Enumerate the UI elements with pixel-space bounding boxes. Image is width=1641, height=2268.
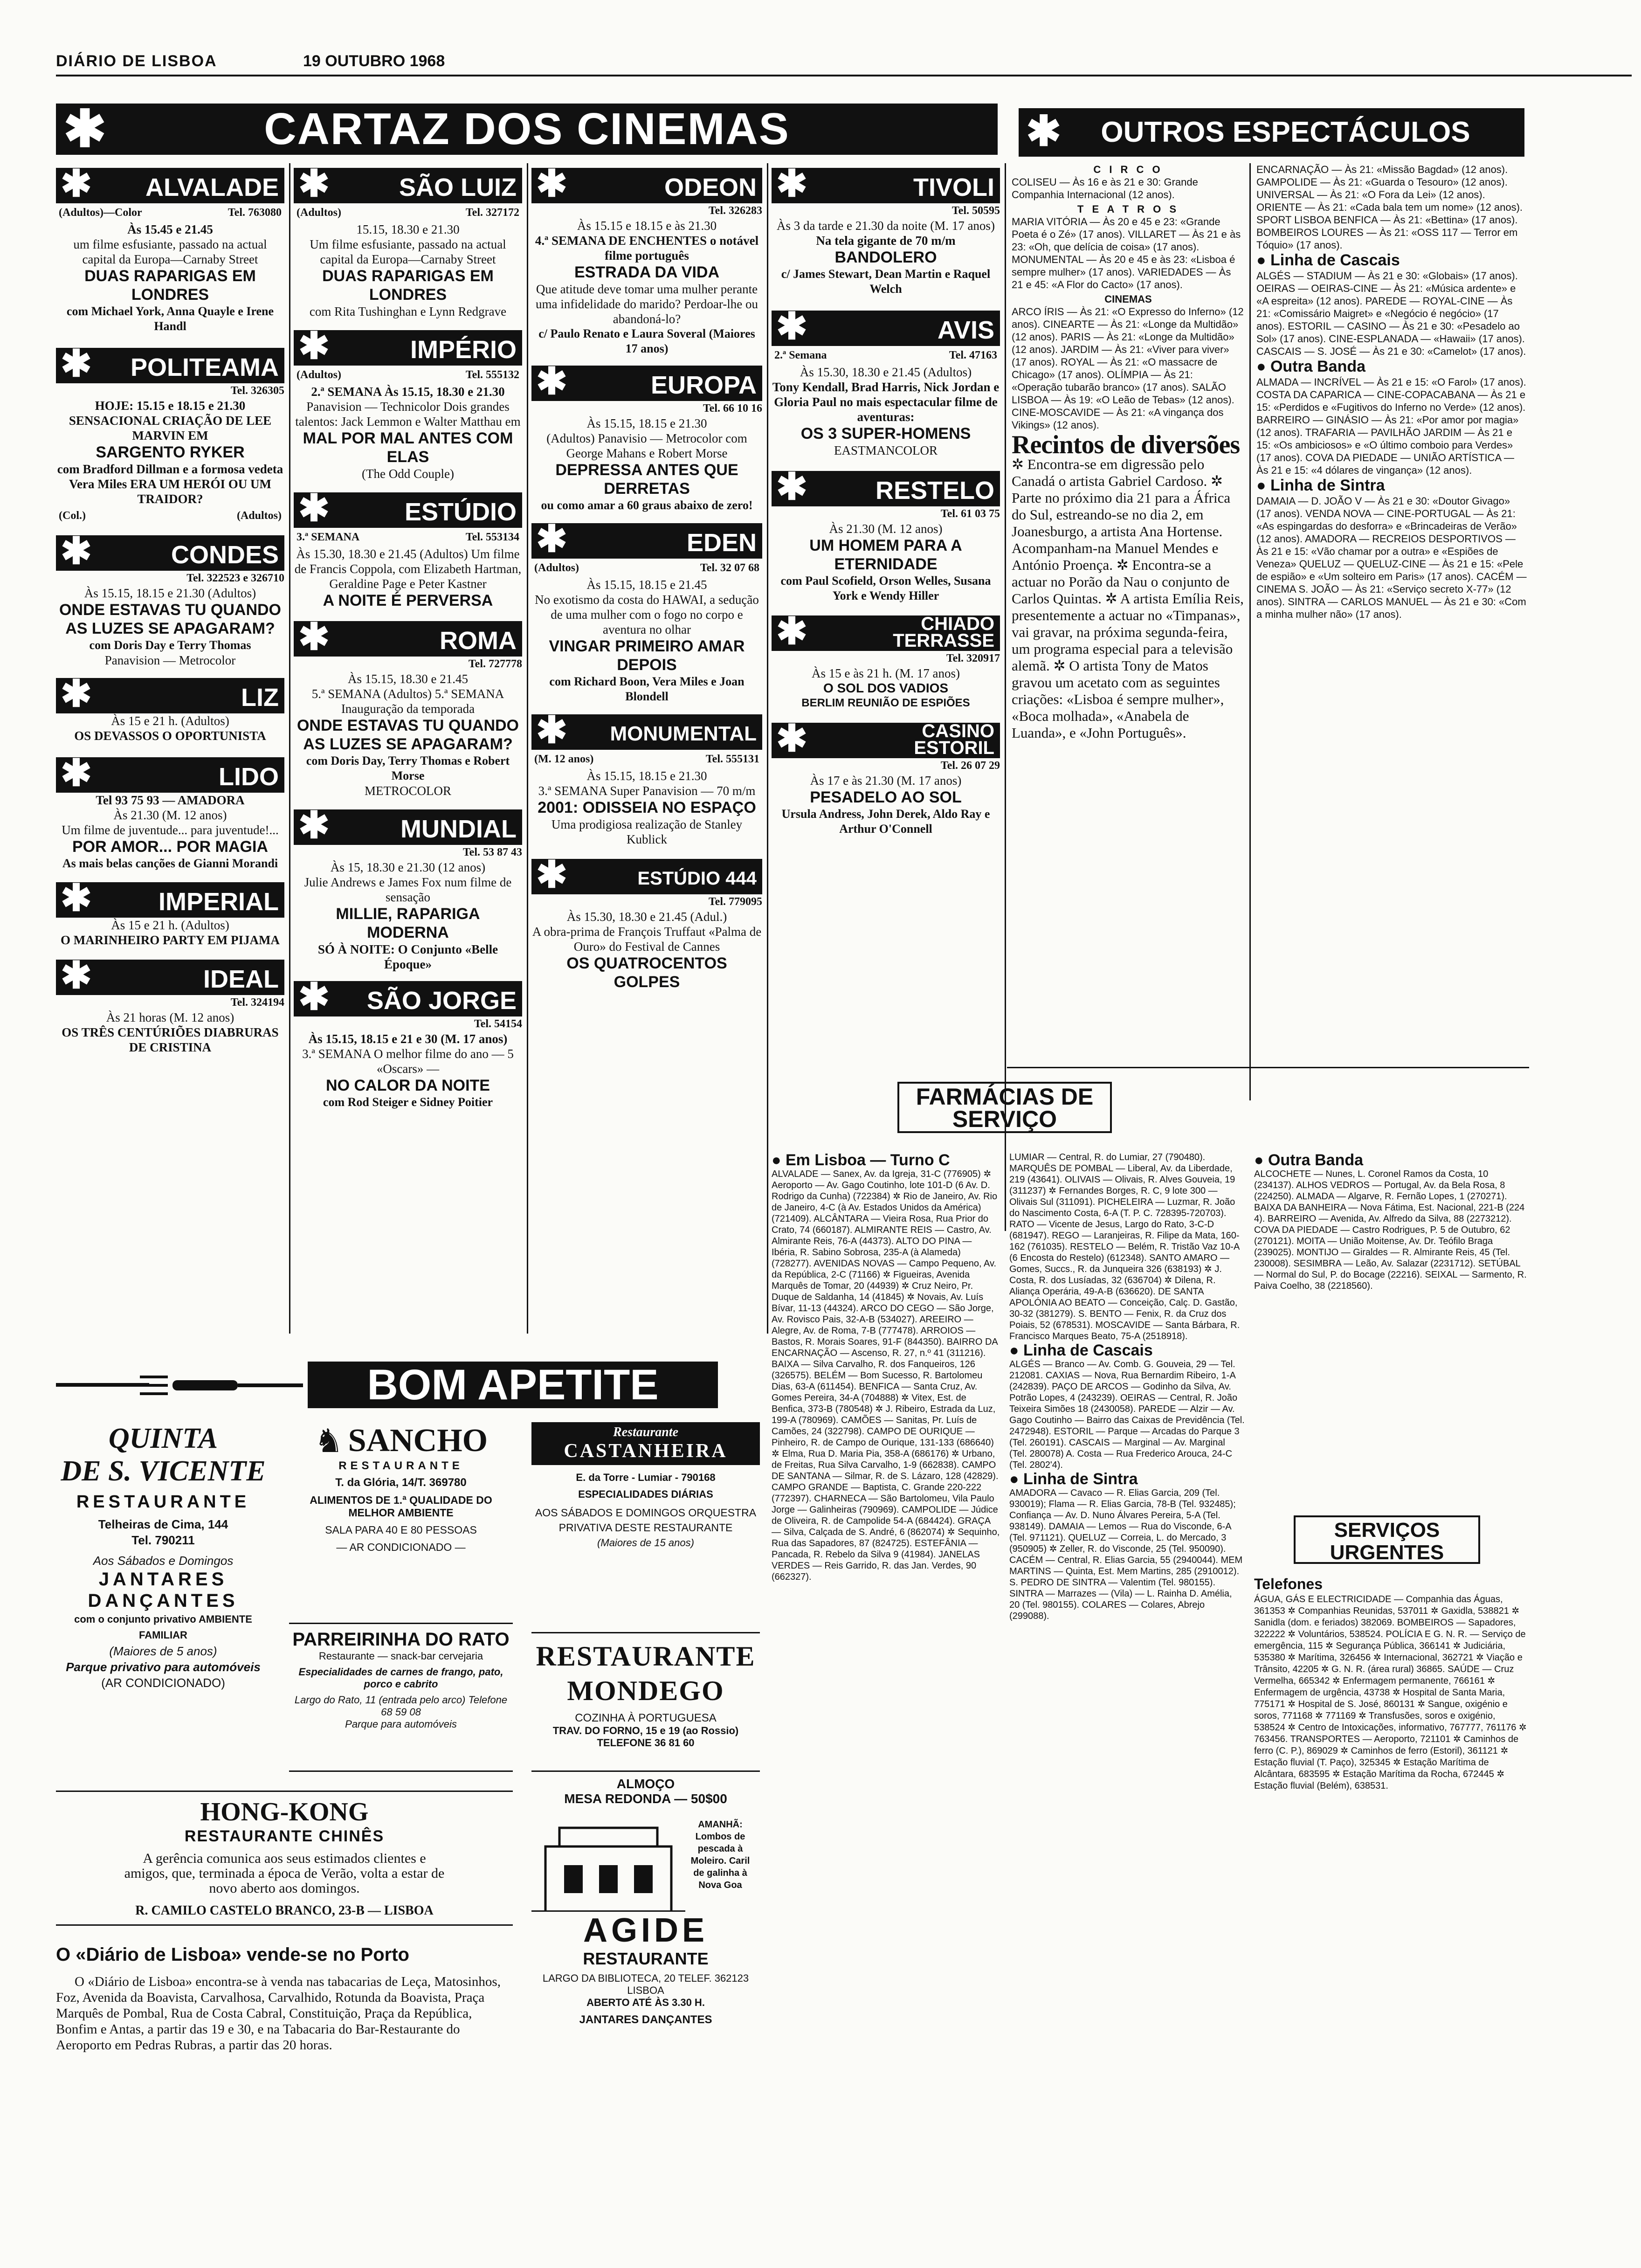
cinema-rating: (Adultos) [296,369,342,381]
cinema-lido [56,752,284,871]
film-blurb: um filme esfusiante, passado na actual capital da Europa—Carnaby Street [73,237,267,266]
ad-parreirinha-do-rato [289,1623,513,1772]
film-blurb: 3.ª SEMANA O melhor filme do ano — 5 «Oscars» — [302,1047,514,1076]
asterisk-icon: ✱ [298,163,330,204]
cinema-europa [531,360,762,513]
film-title: MAL POR MAL ANTES COM ELAS [303,429,513,466]
film-title: O SOL DOS VADIOS [823,681,949,695]
film-title: UM HOMEM PARA A ETERNIDADE [809,537,962,573]
ad-line: Largo do Rato, 11 (entrada pelo arco) Telefone 68 59 08 [294,1694,508,1718]
session-times: Às 15.15, 18.15 e 21.45 [586,578,707,592]
bom-apetite-band [56,1362,765,1408]
cinema-name: IMPÉRIO [410,336,517,364]
cinema-column-2 [294,163,522,1110]
film-extra: SÓ À NOITE: O Conjunto «Belle Époque» [317,942,498,971]
ad-address: E. da Torre - Lumiar - 790168 [576,1472,716,1483]
cinemas-banner-title: CARTAZ DOS CINEMAS [264,104,790,154]
cinema-phone: Tel. 47163 [949,349,997,361]
phone-list: ÁGUA, GÁS E ELECTRICIDADE — Companhia das Águas, 361353 ✲ Companhias Reunidas, 537011 ✲ Gaxidla, 538821 ✲ Sanidla (dom. e feriados) 382069. BOMBEIROS — Sapadores, 322222 ✲ Voluntários, 538524. POLÍCIA E G. N. R. — Serviço de emergência, 115 ✲ Segurança Pública, 366141 ✲ Judiciária, 535380 ✲ Marítima, 326456 ✲ Internacional, 362721 ✲ Viação e Trânsito, 42205 ✲ G. N. R. (área rural) 36865. SAÚDE — Cruz Vermelha, 665342 ✲ Enfermagem permanente, 766161 ✲ Enfermagem de urgência, 43738 ✲ Hospital de Santa Maria, 775171 ✲ Hospital de S. José, 860131 ✲ Sangue, oxigénio e soros, 771168 ✲ 771169 ✲ Transfusões, soros e oxigénio, 538524 ✲ Centro de Intoxicações, informativo, 767777, 761176 ✲ 763456. TRANSPORTES — Aeroporto, 721101 ✲ Caminhos de ferro (C. P.), 869029 ✲ Caminhos de ferro (Estoril), 361121 ✲ Estação fluvial (T. Paço), 325345 ✲ Estação Marítima de Alcântara, 683595 ✲ Estação Marítima da Rocha, 672445 ✲ Estação fluvial (Belém), 638531. [1254,1594,1527,1791]
film-cast: (The Odd Couple) [362,467,454,481]
asterisk-icon: ✱ [298,976,330,1017]
session-times: HOJE: 15.15 e 18.15 e 21.30 SENSACIONAL CRIAÇÃO DE LEE MARVIN EM [69,399,272,443]
pharmacies-col2 [1009,1152,1245,1622]
section-heading: ● Em Lisboa — Turno C [772,1155,1000,1166]
cinema-phone: Tel. 326283 [708,205,762,217]
film-title: 2001: ODISSEIA NO ESPAÇO [538,799,756,816]
ad-title: HONG-KONG [200,1798,369,1826]
section-heading: ● Linha de Cascais [1009,1345,1245,1356]
film-cast: As mais belas canções de Gianni Morandi [62,857,278,870]
cinema-column-4 [772,163,1000,837]
cinema-alvalade [56,163,284,334]
film-title: BANDOLERO [834,249,937,266]
cinema-phone: Tel. 66 10 16 [703,402,762,415]
cinema-phone: Tel. 326305 [230,385,284,397]
cinema-phone: Tel. 555132 [465,369,519,381]
ad-phone: Tel. 790211 [131,1533,195,1547]
cinema-ideal [56,954,284,1055]
cinema-sao-jorge [294,976,522,1110]
session-times: Às 15.15, 18.15 e 21.30 [586,769,707,783]
outros-banner [1019,108,1524,157]
ad-subtitle: Restaurante [613,1425,679,1439]
ad-agide [531,1819,760,2098]
cinema-condes [56,530,284,668]
pharmacy-list: ALVALADE — Sanex, Av. da Igreja, 31-C (776905) ✲ Aeroporto — Av. Gago Coutinho, lote 101-D (6 Av. D. Rodrigo da Cunha) (722384) ✲ Rio de Janeiro, Av. Rio de Janeiro, 4-C (à Av. Estados Unidos da América) (721409). ALCÂNTARA — Vieira Rosa, Rua Prior do Crato, 74 (660187). ALMIRANTE REIS — Castro, Av. Almirante Reis, 76-A (44373). ALTO DO PINA — Ibéria, R. Sabino Sobrosa, 235-A (à Alameda) (728277). AVENIDAS NOVAS — Campo Pequeno, Av. da República, 2-C (71166) ✲ Figueiras, Avenida Marquês de Tomar, 20 (44939) ✲ Cruz Neiro, Pr. Duque de Saldanha, 14 (41845) ✲ Novais, Av. Luís Bívar, 11-13 (44324). ARCO DO CEGO — São Jorge, Av. Rovisco Pais, 32-A-B (534027). AREEIRO — Alegre, Av. de Roma, 7-B (777478). ARROIOS — Bastos, R. Morais Soares, 91-F (844350). BAIRRO DA ENCARNAÇÃO — Ascenso, R. 27, n.º 41 (311216). BAIXA — Silva Carvalho, R. dos Fanqueiros, 126 (326575). BELÉM — Bom Sucesso, R. Bartolomeu Dias, 63-A (611454). BENFICA — Santa Cruz, Av. Gomes Pereira, 34-A (704888) ✲ Vitex, Est. de Benfica, 373-B (780548) ✲ J. Ribeiro, Estrada da Luz, 199-A (780969). CAMÕES — Sanitas, Pr. Luís de Camões, 24 (322798). CAMPO DE OURIQUE — Pinheiro, R. de Campo de Ourique, 131-133 (686640) ✲ Elma, Rua D. Maria Pia, 358-A (686176) ✲ Urbano, de Freitas, Rua Silva Carvalho, 1-9 (662838). CAMPO DE SANTANA — Silmar, R. de S. Lázaro, 128 (42829). CAMPO GRANDE — Baptista, C. Grande 220-222 (772397). CHARNECA — São Bartolomeu, Vila Paulo Jorge — Galinheiras (790969). CAMPOLIDE — Júdice de Oliveira, R. de Campolide 54-A (684424). GRAÇA — Silva, Calçada de S. André, 6 (862074) ✲ Sequinho, Rua das Sapadores, 87 (824725). ESTEFÂNIA — Pancada, R. Rebelo da Silva 9 (41984). JANELAS VERDES — Reis Garrido, R. das Jan. Verdes, 90 (662327). [772,1169,1000,1582]
asterisk-icon: ✱ [776,610,808,652]
ad-address: R. CAMILO CASTELO BRANCO, 23-B — LISBOA [135,1903,434,1918]
cinema-restelo [772,466,1000,603]
cinema-name: RESTELO [875,477,994,505]
section-label: C I R C O [1093,164,1163,175]
listing-text: DAMAIA — D. JOÃO V — Às 21 e 30: «Doutor Givago» (17 anos). VENDA NOVA — CINE-PORTUGAL — Às 21: «As espingardas do desforra» e «Brincadeiras de Verão» (12 anos). AMADORA — RECREIOS DESPORTIVOS — Às 21 e 15: «Vão chamar por a outra» e «Espiões de Veneza» QUELUZ — QUELUZ-CINE — Às 21 e 15: «Pele de espião» e «Um solteiro em Paris» (17 anos). CACÉM — CINEMA S. JOÃO — Às 21: «Serviço secreto X-77» (12 anos). SINTRA — CARLOS MANUEL — Às 21 e 30: «Com a minha mulher não» (17 anos). [1256,495,1527,620]
film-blurb: Um filme de juventude... para juventude!... [62,823,279,837]
cinema-phone: Tel. 32 07 68 [700,562,759,574]
asterisk-icon: ✱ [536,518,568,560]
asterisk-icon: ✱ [63,100,107,158]
ad-subtitle: RESTAURANTE CHINÊS [184,1827,385,1845]
porto-notice [56,1944,513,2053]
film-format: (Col.) [59,510,86,522]
listing-text: ARCO ÍRIS — Às 21: «O Expresso do Inferno» (12 anos). CINEARTE — Às 21: «Longe da Multidão» (12 anos). PARIS — Às 21: «Longe da Multidão» (12 anos). JARDIM — Às 21: «Viver para viver» (17 anos). ROYAL — Às 21: «O massacre de Chicago» (17 anos). OLÍMPIA — Às 21: «Operação tubarão branco» (17 anos). SALÃO LISBOA — Às 19: «O Leão de Tebas» (12 anos). CINE-MOSCAVIDE — Às 21: «A vingança dos Vikings» (12 anos). [1012,306,1244,431]
ad-title-2: DE S. VICENTE [61,1455,266,1487]
notice-text: O «Diário de Lisboa» encontra-se à venda nas tabacarias de Leça, Matosinhos, Foz, Avenida da Boavista, Carvalhosa, Carvalhido, Rotunda da Boavista, Praça Marquês de Pombal, Rua de Costa Cabral, Constituição, Praça da República, Bonfim e Antas, a partir das 19 e 30, e na Tabacaria do Bar-Restaurante do Aeroporto em Pedras Rubras, a partir das 20 horas. [56,1974,501,2053]
film-blurb: A obra-prima de François Truffaut «Palma de Ouro» do Festival de Cannes [532,925,762,954]
cinema-name: MONUMENTAL [610,722,757,745]
film-cast: com Rod Steiger e Sidney Poitier [323,1095,493,1109]
film-title: ONDE ESTAVAS TU QUANDO AS LUZES SE APAGARAM? [296,717,519,753]
film-title: NO CALOR DA NOITE [326,1077,490,1094]
session-times: Às 15 e 21 h. (Adultos) [111,918,229,932]
cinema-tivoli [772,163,1000,297]
ad-line: (Maiores de 15 anos) [597,1537,694,1549]
film-blurb: 4.ª SEMANA DE ENCHENTES o notável filme português [535,234,759,263]
asterisk-icon: ✱ [61,877,92,919]
film-cast: com Richard Boon, Vera Miles e Joan Blondell [549,675,745,703]
cinema-phone: Tel. 555131 [705,753,759,765]
film-cast: com Doris Day, Terry Thomas e Robert Morse [306,754,510,782]
cinema-name: MUNDIAL [400,815,517,843]
listing-text: ALMADA — INCRÍVEL — Às 21 e 15: «O Farol» (17 anos). COSTA DA CAPARICA — CINE-COPACABANA — Às 21 e 15: «Perdidos e «Fugitivos do Inferno no Verde» (12 anos). BARREIRO — GINÁSIO — Às 21: «Por amor por magia» (12 anos). TRAFARIA — PAVILHÃO JARDIM — Às 21 e 15: «Os ambiciosos» e «O último comboio para Verdes» (17 anos). COVA DA PIEDADE — UNIÃO ARTÍSTICA — Às 21 e 15: «4 dólares de vingança» (12 anos). [1256,376,1526,476]
section-label: T E A T R O S [1077,203,1179,215]
cinema-phone: Tel. 26 07 29 [940,760,1000,772]
film-blurb: 3.ª SEMANA Super Panavision — 70 m/m [538,784,756,798]
column-rule [1005,163,1006,1231]
ad-address: TRAV. DO FORNO, 15 e 19 (ao Rossio) [552,1725,739,1736]
cinemas-banner [56,100,998,158]
cinema-name: SÃO JORGE [366,987,517,1015]
cinema-name: CONDES [171,541,279,569]
asterisk-icon: ✱ [61,163,92,204]
film-blurb: com Bradford Dillman e a formosa vedeta Vera Miles ERA UM HERÓI OU UM TRAIDOR? [57,462,283,506]
ad-title: AGIDE [583,1912,709,1949]
section-heading: Telefones [1254,1576,1323,1592]
cinema-estudio-444 [531,854,762,991]
asterisk-icon: ✱ [298,487,330,529]
cinema-phone: Tel. 54154 [474,1018,522,1030]
cinema-name: ODEON [664,173,757,201]
outros-espectaculos-left [1012,163,1245,741]
film-title: OS TRÊS CENTÚRIÕES DIABRURAS DE CRISTINA [62,1025,279,1054]
session-times: Às 3 da tarde e 21.30 da noite (M. 17 anos) [777,219,995,233]
film-title: OS DEVASSOS O OPORTUNISTA [74,729,266,743]
film-format: EASTMANCOLOR [834,443,938,457]
column-rule [1249,163,1251,1100]
film-cast: com Doris Day e Terry Thomas [89,638,251,652]
cinema-phone: Tel. 50595 [952,205,1000,217]
film-cast: Uma prodigiosa realização de Stanley Kublick [551,817,743,846]
ad-line: MESA REDONDA — 50$00 [564,1791,727,1806]
cinema-phone: Tel. 553134 [465,531,519,543]
cinema-name: LIZ [241,684,279,712]
ad-line: — AR CONDICIONADO — [336,1541,466,1553]
session-times: Às 17 e às 21.30 (M. 17 anos) [810,774,962,788]
ad-castanheira [531,1422,760,1627]
asterisk-icon: ✱ [298,804,330,846]
asterisk-icon: ✱ [61,343,92,384]
cinema-phone: Tel. 763080 [228,207,282,219]
pharmacy-list: AMADORA — Cavaco — R. Elias Garcia, 209 (Tel. 930019); Flama — R. Elias Garcia, 78-B (Tel. 932485); Confiança — Av. D. Nuno Álvares Pereira, 5-A (Tel. 938149). DAMAIA — Lemos — Rua do Visconde, 6-A (Tel. 971121). QUELUZ — Correia, L. do Mercado, 3 (950905) ✲ Zeller, R. do Visconde, 25 (Tel. 950090). CACÉM — Central, R. Elias Garcia, 55 (2940044). MEM MARTINS — Quinta, Est. Mem Martins, 285 (2910012). S. PEDRO DE SINTRA — Valentim (Tel. 980155). SINTRA — Marrazes — (Vila) — L. Rainha D. Amélia, 20 (Tel. 980155). COLARES — Colares, Abrejo (299088). [1009,1488,1243,1621]
ad-title: CASTANHEIRA [564,1440,728,1462]
ad-text: A gerência comunica aos seus estimados clientes e amigos, que, terminada a época de Verão, volta a estar de novo aberto aos domingos. [124,1851,445,1896]
ad-line: ALMOÇO [616,1777,675,1791]
film-format: METROCOLOR [364,784,451,798]
cinema-name: ESTÚDIO [404,498,517,526]
ad-line: Restaurante — snack-bar cervejaria [318,1650,483,1662]
cinema-name: AVIS [937,316,994,344]
newspaper-name: DIÁRIO DE LISBOA [56,52,217,70]
cinema-phone: Tel. 322523 e 326710 [186,572,284,584]
session-times: Às 15.15, 18.15 e 21 e 30 (M. 17 anos) [308,1032,508,1046]
asterisk-icon: ✱ [298,616,330,657]
pharmacy-list: ALCOCHETE — Nunes, L. Coronel Ramos da Costa, 10 (234137). ALHOS VEDROS — Portugal, Av. da Bela Rosa, 8 (224250). ALMADA — Algarve, R. Fernão Lopes, 1 (270271). BAIXA DA BANHEIRA — Nova Fátima, Est. Nacional, 221-B (224 4). BARREIRO — Avenida, Av. Alfredo da Silva, 88 (2273212). COVA DA PIEDADE — Castro Rodrigues, P. 5 de Outubro, 62 (270121). MOITA — União Moitense, Av. Dr. Teófilo Braga (239025). MONTIJO — Giraldes — R. Almirante Reis, 45 (Tel. 230008). SESIMBRA — Leão, Av. Salazar (2231712). SETÚBAL — Normal do Sul, P. do Bocage (22216). SEIXAL — Sarmento, R. Paiva Coelho, 38 (2218560). [1254,1169,1527,1291]
listing-text: ALGÉS — STADIUM — Às 21 e 30: «Globais» (17 anos). OEIRAS — OEIRAS-CINE — Às 21: «Música ardente» e «A espreita» (12 anos). PAREDE — ROYAL-CINE — Às 21: «Comissário Maigret» e «Negócio é negócio» (17 anos). ESTORIL — CASINO — Às 21 e 30: «Pesadelo ao Sol» (17 anos). CINE-ESPLANADA — «Hawaii» (17 anos). CASCAIS — S. JOSÉ — Às 21 e 30: «Camelot» (17 anos). [1256,270,1526,357]
section-heading: ● Linha de Sintra [1256,479,1527,492]
listing-text: MARIA VITÓRIA — Às 20 e 45 e 23: «Grande Poeta é o Zé» (17 anos). VILLARET — Às 21 e às 23: «Oh, que delícia de coisa» (17 anos). MONUMENTAL — Às 20 e 45 e às 23: «Lisboa é sempre mulher» (17 anos). VARIEDADES — Às 21 e 45: «A Flor do Cacto» (17 anos). [1012,216,1241,290]
cinema-rating: (Adultos)—Color [59,207,142,219]
listing-text: ENCARNAÇÃO — Às 21: «Missão Bagdad» (12 anos). GAMPOLIDE — Às 21: «Guarda o Tesouro» (12 anos). UNIVERSAL — Às 21: «O Fora da Lei» (12 anos). ORIENTE — Às 21: «Cada bala tem um nome» (12 anos). SPORT LISBOA BENFICA — Às 21: «Bettina» (17 anos). BOMBEIROS LOURES — Às 21: «OSS 117 — Terror em Tóquio» (17 anos). [1256,164,1523,251]
asterisk-icon: ✱ [536,854,568,895]
ad-subtitle: RESTAURANTE [583,1949,709,1968]
cinema-phone: Tel 93 75 93 — AMADORA [96,793,245,807]
film-blurb: 5.ª SEMANA (Adultos) 5.ª SEMANA Inauguração da temporada [311,687,504,716]
ad-days: Aos Sábados e Domingos [93,1554,234,1568]
session-times: Às 15 e 21 h. (Adultos) [111,714,229,728]
ad-quinta-s-vicente [56,1422,270,1786]
ad-line: ESPECIALIDADES DIÁRIAS [578,1488,713,1500]
asterisk-icon: ✱ [776,163,808,204]
film-cast: c/ James Stewart, Dean Martin e Raquel Welch [781,267,991,296]
ad-title: RESTAURANTE MONDEGO [536,1641,756,1706]
section-heading: ● Linha de Sintra [1009,1473,1245,1485]
ad-subtitle: RESTAURANTE [338,1459,463,1472]
cinema-phone: Tel. 61 03 75 [940,508,1000,520]
film-blurb: Às 15.30, 18.30 e 21.45 (Adultos) Um filme de Francis Coppola, com Elizabeth Hartman, Geraldine Page e Peter Kastner [294,547,522,591]
cinema-liz [56,673,284,743]
cinema-rating: (Adultos) [296,207,342,219]
cinema-name: IDEAL [203,965,279,993]
cinema-rating: 3.ª SEMANA [296,531,360,543]
cinema-imperial [56,877,284,947]
session-times: Às 21.30 (M. 12 anos) [829,522,943,536]
cinema-name: ROMA [440,627,517,655]
session-times: Às 15 e às 21 h. (M. 17 anos) [812,666,960,680]
asterisk-icon: ✱ [776,718,808,759]
cinema-week: 2.ª Semana [774,349,827,361]
ad-address: Telheiras de Cima, 144 [98,1517,228,1531]
asterisk-icon: ✱ [776,305,808,347]
ad-logo [531,1422,760,1465]
ad-address: LARGO DA BIBLIOTECA, 20 TELEF. 362123 LISBOA [542,1972,749,1996]
servicos-urgentes [1254,1578,1527,1792]
cinema-mundial [294,804,522,972]
ad-title: SANCHO [348,1423,488,1459]
building-illustration-icon [531,1819,685,1912]
asterisk-icon: ✱ [298,325,330,366]
cinema-monumental [531,709,762,847]
ad-line: AOS SÁBADOS E DOMINGOS ORQUESTRA PRIVATIVA DESTE RESTAURANTE [535,1507,757,1534]
cinema-name: EDEN [686,529,757,557]
film-title: DUAS RAPARIGAS EM LONDRES [84,267,256,304]
cinema-politeama [56,343,284,523]
cinema-column-1 [56,163,284,1055]
cinema-phone: Tel. 727778 [468,658,522,670]
film-cast: com Michael York, Anna Quayle e Irene Handl [66,304,274,333]
ad-feature: JANTARES DANÇANTES [88,1569,239,1611]
listing-text: COLISEU — Às 16 e às 21 e 30: Grande Companhia Internacional (12 anos). [1012,176,1198,201]
ad-parking: Parque privativo para automóveis [66,1660,261,1674]
session-times: 2.ª SEMANA Às 15.15, 18.30 e 21.30 [311,385,505,399]
ad-sancho [289,1422,513,1618]
asterisk-icon: ✱ [1026,108,1062,155]
section-heading: ● Outra Banda [1256,360,1527,373]
film-title: VINGAR PRIMEIRO AMAR DEPOIS [549,637,745,674]
section-heading: ● Outra Banda [1254,1155,1527,1166]
ad-hours: ABERTO ATÉ ÀS 3.30 H. [586,1997,705,2008]
ad-restaurante-mondego [531,1632,760,1772]
cinema-name: IMPERIAL [158,888,279,916]
cinema-name: EUROPA [650,371,757,399]
cinema-phone: Tel. 53 87 43 [462,846,522,858]
asterisk-icon: ✱ [536,360,568,402]
farmacias-title: FARMÁCIAS DE SERVIÇO [897,1082,1112,1133]
film-blurb: No exotismo da costa do HAWAI, a sedução de uma mulher com o fogo no corpo e aventura no olhar [535,593,759,636]
film-cast: c/ Paulo Renato e Laura Soveral (Maiores 17 anos) [538,327,755,355]
cinema-avis [772,305,1000,458]
cinema-casino-estoril [772,718,1000,837]
cinema-rating: (Adultos) [534,562,579,574]
ad-almoco [531,1777,760,1814]
notice-title: O «Diário de Lisboa» vende-se no Porto [56,1944,409,1965]
knight-logo-icon: ♞ [314,1423,344,1459]
ad-menu: AMANHÃ: Lombos de pescada à Moleiro. Caril de galinha à Nova Goa [690,1819,750,1890]
ad-phone: TELEFONE 36 81 60 [597,1737,695,1749]
pharmacies-outra-banda [1254,1152,1527,1292]
film-blurb: Na tela gigante de 70 m/m [816,234,956,248]
session-times: Às 15.15, 18.15 e 21.30 (Adultos) [84,586,256,600]
ad-aircon: (AR CONDICIONADO) [101,1676,225,1690]
film-blurb: Tony Kendall, Brad Harris, Nick Jordan e Gloria Paul no mais espectacular filme de aventuras: [772,380,1000,424]
session-times: Às 15.15, 18.15 e 21.30 [586,416,707,430]
cinema-name: ALVALADE [145,173,279,201]
ad-subtitle: RESTAURANTE [76,1492,250,1512]
film-title: PESADELO AO SOL [810,788,962,806]
section-heading: ● Linha de Cascais [1256,254,1527,267]
ad-age: (Maiores de 5 anos) [109,1644,217,1658]
header-rule [56,75,1632,76]
asterisk-icon: ✱ [61,752,92,794]
cinema-sao-luiz [294,163,522,319]
film-blurb: (Adultos) Panavisio — Metrocolor com George Mahans e Robert Morse [546,431,747,460]
cinema-odeon [531,163,762,356]
ad-line: SALA PARA 40 E 80 PESSOAS [325,1524,477,1536]
film-cast: ou como amar a 60 graus abaixo de zero! [541,498,753,512]
film-format: Panavision — Metrocolor [104,653,236,667]
cinema-name: ESTÚDIO 444 [637,868,757,889]
asterisk-icon: ✱ [61,954,92,996]
cinema-phone: Tel. 324194 [230,996,284,1009]
servicos-urgentes-title: SERVIÇOS URGENTES [1294,1515,1480,1564]
ad-feature: JANTARES DANÇANTES [579,2013,712,2026]
ad-title: QUINTA [108,1423,218,1454]
film-title: POR AMOR... POR MAGIA [72,838,268,856]
film-title: MILLIE, RAPARIGA MODERNA [336,905,480,941]
section-rule [1007,1067,1529,1068]
film-text: Que atitude deve tomar uma mulher perante uma infidelidade do marido? Perdoar-lhe ou abandoná-lo? [535,282,758,326]
film-title: ESTRADA DA VIDA [574,263,720,281]
asterisk-icon: ✱ [61,530,92,572]
cinema-roma [294,616,522,798]
cinema-name: CHIADO TERRASSE [893,614,994,651]
cinema-phone: Tel. 779095 [708,896,762,908]
ad-line: Parque para automóveis [345,1718,457,1730]
asterisk-icon: ✱ [776,466,808,507]
cinema-name: POLITEAMA [131,353,279,381]
asterisk-icon: ✱ [536,163,568,204]
pharmacy-list: LUMIAR — Central, R. do Lumiar, 27 (790480). MARQUÊS DE POMBAL — Liberal, Av. da Liberdade, 219 (43641). OLIVAIS — Olivais, R. Alves Gouveia, 19 (311237) ✲ Fernandes Borges, R. C, 9 lote 300 — Olivais Sul (311091). PICHELEIRA — Luzmar, R. João do Nascimento Costa, 6-A (T. P. C. 728395-720703). RATO — Vicente de Jesus, Largo do Rato, 3-C-D (681947). REGO — Laranjeiras, R. Filipe da Mata, 160-162 (761035). RESTELO — Belém, R. Tristão Vaz 10-A (6 Encosta do Restelo) (612348). SANTO AMARO — Gomes, Succs., R. da Junqueira 326 (638193) ✲ J. Costa, R. dos Lusíadas, 32 (636704) ✲ Dilena, R. Aliança Operária, 49-A-B (636620). DE SANTA APOLÓNIA AO BEATO — Conceição, Calç. D. Gastão, 30-32 (381279). S. BENTO — Fenix, R. da Cruz dos Poiais, 52 (678531). MOSCAVIDE — Santa Bárbara, R. Francisco Marques Beato, 75-A (2518918). [1009,1152,1240,1341]
cinema-estudio [294,487,522,610]
cinema-name: TIVOLI [913,173,994,201]
ad-hong-kong [56,1791,513,1926]
cinema-eden [531,518,762,704]
cutlery-icon [56,1362,308,1408]
section-label: CINEMAS [1104,293,1152,305]
film-title-2: BERLIM REUNIÃO DE ESPIÕES [801,697,970,709]
session-times: Às 21.30 (M. 12 anos) [113,808,227,822]
issue-date: 19 OUTUBRO 1968 [303,52,445,70]
film-title: DEPRESSA ANTES QUE DERRETAS [555,461,738,498]
film-title: OS QUATROCENTOS GOLPES [566,954,727,991]
column-rule [767,163,768,1334]
cinema-rating: (Adultos) [236,510,282,522]
cinema-imperio [294,325,522,481]
film-title: ONDE ESTAVAS TU QUANDO AS LUZES SE APAGARAM? [59,601,282,637]
pharmacies-lisboa [772,1152,1000,1583]
film-title: SARGENTO RYKER [96,443,245,461]
column-rule [527,163,528,1334]
film-blurb: Julie Andrews e James Fox num filme de sensação [304,875,512,904]
column-rule [289,163,290,1334]
session-times: Às 15, 18.30 e 21.30 (12 anos) [330,860,486,874]
session-times: Às 15.30, 18.30 e 21.45 (Adul.) [566,910,727,924]
cinema-rating: (M. 12 anos) [534,753,594,765]
cinema-chiado-terrasse [772,610,1000,711]
cinema-name: LIDO [219,763,279,791]
film-blurb: Um filme esfusiante, passado na actual capital da Europa—Carnaby Street [310,237,506,266]
film-cast: Ursula Andress, John Derek, Aldo Ray e Arthur O'Connell [781,807,990,836]
ad-address: T. da Glória, 14/T. 369780 [335,1476,467,1489]
ad-feature-2: com o conjunto privativo AMBIENTE FAMILIAR [74,1613,252,1641]
cinema-column-3 [531,163,762,991]
film-title: OS 3 SUPER-HOMENS [800,425,971,443]
cinema-name: CASINO ESTORIL [914,721,994,758]
cinema-name: SÃO LUIZ [399,173,517,201]
session-times: Às 15.15 e 18.15 e às 21.30 [577,219,717,233]
session-times: Às 15.45 e 21.45 [127,222,213,236]
recintos-text: ✲ Encontra-se em digressão pelo Canadá o artista Gabriel Cardoso. ✲ Parte no próximo dia 21 para a África do Sul, estreando-se no dia 2, em Joanesburgo, a artista Ana Hortense. Acompanham-na Manuel Mendes e António Proença. ✲ Encontra-se a actuar no Porão da Nau o conjunto de Carlos Quintas. ✲ A artista Emília Reis, presentemente a actuar no «Timpanas», vai gravar, na próxima segunda-feira, um programa especial para a televisão alemã. ✲ O artista Tony de Matos gravou um acetato com as seguintes criações: «Lisboa é sempre mulher», «Boca molhada», «Anabela de Luanda», e «John Português». [1012,456,1244,741]
film-cast: com Paul Scofield, Orson Welles, Susana York e Wendy Hiller [780,574,991,602]
session-times: Às 21 horas (M. 12 anos) [106,1010,234,1024]
ad-line: Especialidades de carnes de frango, pato, porco e cabrito [298,1666,503,1690]
film-title: DUAS RAPARIGAS EM LONDRES [322,267,494,304]
film-cast: com Rita Tushinghan e Lynn Redgrave [309,304,507,318]
film-title: A NOITE É PERVERSA [323,592,493,609]
recintos-title: Recintos de diversões [1012,430,1240,459]
ad-line: COZINHA À PORTUGUESA [575,1712,717,1724]
session-times: 15.15, 18.30 e 21.30 [356,222,460,236]
cinema-phone: Tel. 320917 [946,652,1000,664]
session-times: Às 15.15, 18.30 e 21.45 [348,672,468,686]
session-times: Às 15.30, 18.30 e 21.45 (Adultos) [800,365,972,379]
ad-title: PARREIRINHA DO RATO [292,1629,510,1650]
asterisk-icon: ✱ [61,673,92,714]
outros-espectaculos-right [1256,163,1527,621]
cinema-phone: Tel. 327172 [465,207,519,219]
film-blurb: Panavision — Technicolor Dois grandes talentos: Jack Lemmon e Walter Matthau em [295,400,521,429]
bom-apetite-title: BOM APETITE [308,1362,718,1408]
asterisk-icon: ✱ [536,709,568,751]
ad-line: ALIMENTOS DE 1.ª QUALIDADE DO MELHOR AMBIENTE [310,1494,492,1519]
film-title: O MARINHEIRO PARTY EM PIJAMA [60,933,280,947]
outros-banner-title: OUTROS ESPECTÁCULOS [1101,116,1470,148]
pharmacy-list: ALGÉS — Branco — Av. Comb. G. Gouveia, 29 — Tel. 212081. CAXIAS — Nova, Rua Bernardim Ribeiro, 1-A (242839). PAÇO DE ARCOS — Godinho da Silva, Av. Potrão Lopes, 4 (243239). OEIRAS — Central, R. João Teixeira Simões 18 (2430058). PAREDE — Alzir — Av. Gago Coutinho — Bairro das Caixas de Previdência (Tel. 2472948). ESTORIL — Parque — Arcadas do Parque 3 (Tel. 260191). CASCAIS — Marginal — Av. Marginal (Tel. 280078) A. Costa — Rua Frederico Arouca, 24-C (Tel. 2802'4). [1009,1359,1245,1470]
